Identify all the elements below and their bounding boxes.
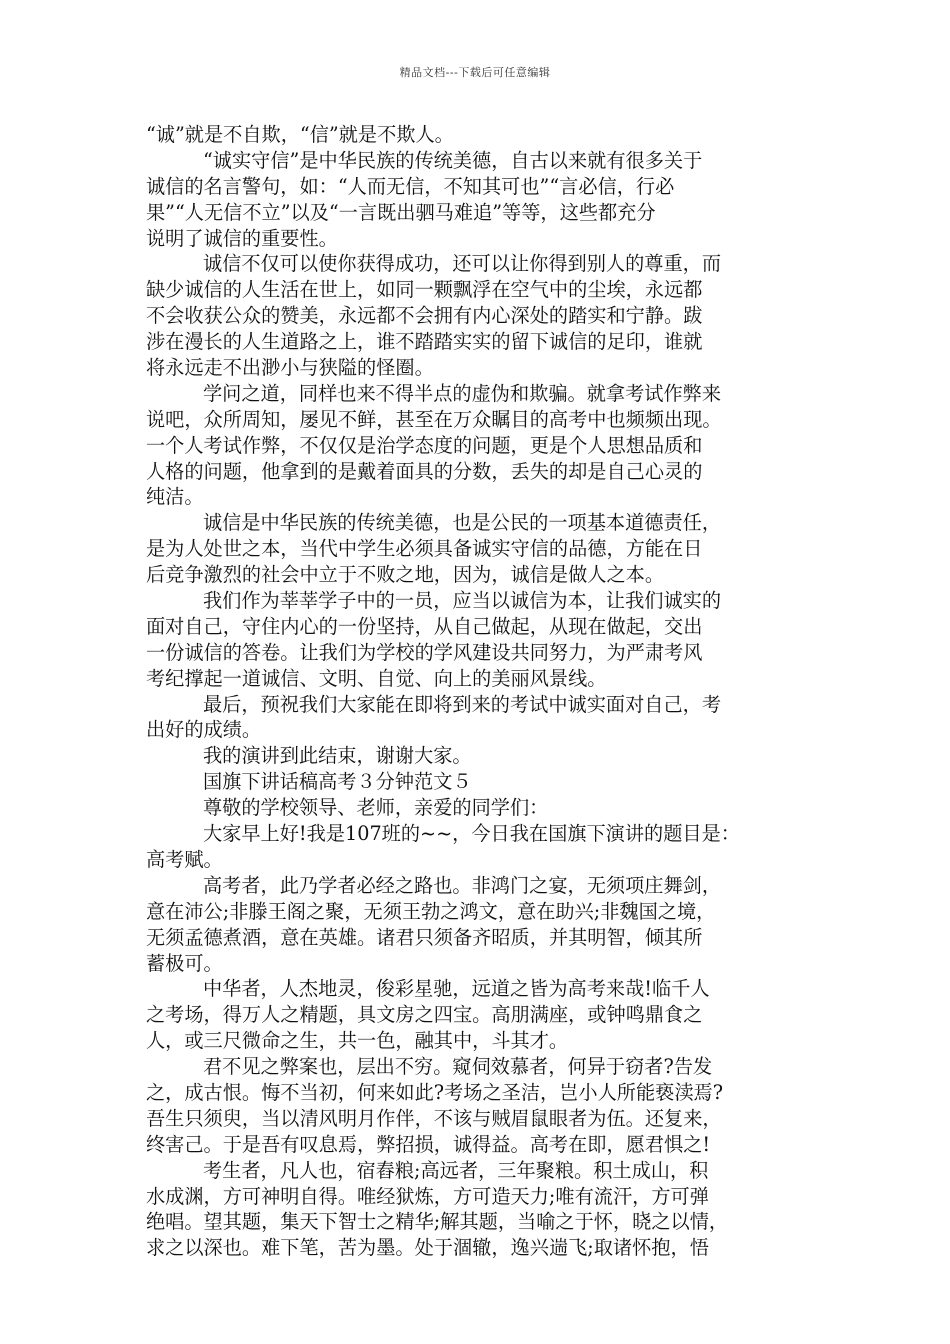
text-line: 之考场，得万人之精题，具文房之四宝。高朋满座，或钟鸣鼎食之 <box>146 1003 703 1027</box>
text-line: 后竞争激烈的社会中立于不败之地，因为，诚信是做人之本。 <box>146 563 665 587</box>
text-line: 意在沛公;非滕王阁之聚，无须王勃之鸿文，意在助兴;非魏国之境， <box>146 899 716 923</box>
text-line: 面对自己，守住内心的一份坚持，从自己做起，从现在做起，交出 <box>146 614 703 638</box>
text-line: 之，成古恨。悔不当初，何来如此?考场之圣洁，岂小人所能亵渎焉? <box>146 1080 724 1104</box>
text-line: 诚信的名言警句，如：“人而无信，不知其可也”“言必信，行必 <box>146 174 675 198</box>
text-line: 考纪撑起一道诚信、文明、自觉、向上的美丽风景线。 <box>146 666 607 690</box>
text-line: 尊敬的学校领导、老师，亲爱的同学们： <box>203 796 549 820</box>
text-line: 将永远走不出渺小与狭隘的怪圈。 <box>146 356 434 380</box>
text-line: 高考者，此乃学者必经之路也。非鸿门之宴，无须项庄舞剑， <box>203 873 722 897</box>
document-body <box>146 122 810 1261</box>
text-line: 不会收获公众的赞美，永远都不会拥有内心深处的踏实和宁静。跋 <box>146 304 703 328</box>
text-line: 求之以深也。难下笔，苦为墨。处于涸辙，逸兴遄飞;取诸怀抱，悟 <box>146 1236 709 1260</box>
text-line: 纯洁。 <box>146 485 204 509</box>
text-line: “诚”就是不自欺，“信”就是不欺人。 <box>146 123 454 146</box>
text-line: 中华者，人杰地灵，俊彩星驰，远道之皆为高考来哉!临千人 <box>203 977 710 1001</box>
text-line: 君不见之弊案也，层出不穷。窥伺效慕者，何异于窃者?告发 <box>203 1055 713 1079</box>
text-line: 诚信不仅可以使你获得成功，还可以让你得到别人的尊重，而 <box>203 252 722 276</box>
text-line: 说明了诚信的重要性。 <box>146 226 338 250</box>
text-line: 绝唱。望其题，集天下智士之精华;解其题，当喻之于怀，晓之以情， <box>146 1210 729 1234</box>
text-line: 吾生只须臾，当以清风明月作伴，不该与贼眉鼠眼者为伍。还复来， <box>146 1106 722 1130</box>
text-line: 我的演讲到此结束，谢谢大家。 <box>203 744 472 768</box>
text-line: 考生者，凡人也，宿舂粮;高远者，三年聚粮。积土成山，积 <box>203 1158 709 1182</box>
text-line: 人，或三尺微命之生，共一色，融其中，斗其才。 <box>146 1029 569 1053</box>
text-line: 国旗下讲话稿高考３分钟范文５ <box>203 770 472 794</box>
text-line: 蓄极可。 <box>146 951 223 975</box>
text-line: 涉在漫长的人生道路之上，谁不踏踏实实的留下诚信的足印，谁就 <box>146 330 703 354</box>
text-line: 高考赋。 <box>146 847 223 871</box>
text-line: 最后，预祝我们大家能在即将到来的考试中诚实面对自己，考 <box>203 692 722 716</box>
text-line: 是为人处世之本，当代中学生必须具备诚实守信的品德，方能在日 <box>146 537 703 561</box>
text-line: 诚信是中华民族的传统美德，也是公民的一项基本道德责任， <box>203 511 722 535</box>
text-line: 一份诚信的答卷。让我们为学校的学风建设共同努力，为严肃考风 <box>146 640 703 664</box>
text-line: 果”“人无信不立”以及“一言既出驷马难追”等等，这些都充分 <box>146 200 656 224</box>
text-line: 出好的成绩。 <box>146 718 262 742</box>
text-line: 水成渊，方可神明自得。唯经狱炼，方可造天力;唯有流汗，方可弹 <box>146 1184 709 1208</box>
text-line: 学问之道，同样也来不得半点的虚伪和欺骗。就拿考试作弊来 <box>203 381 722 405</box>
text-line: 人格的问题，他拿到的是戴着面具的分数，丢失的却是自己心灵的 <box>146 459 703 483</box>
text-line: 缺少诚信的人生活在世上，如同一颗飘浮在空气中的尘埃，永远都 <box>146 278 703 302</box>
text-line: 我们作为莘莘学子中的一员，应当以诚信为本，让我们诚实的 <box>203 589 722 613</box>
text-line: 无须孟德煮酒，意在英雄。诸君只须备齐昭质，并其明智，倾其所 <box>146 925 703 949</box>
text-line: 一个人考试作弊，不仅仅是治学态度的问题，更是个人思想品质和 <box>146 433 703 457</box>
text-line: 大家早上好!我是107班的~~，今日我在国旗下演讲的题目是： <box>203 822 740 846</box>
text-line: 终害己。于是吾有叹息焉，弊招损，诚得益。高考在即，愿君惧之! <box>146 1132 711 1156</box>
text-line: “诚实守信”是中华民族的传统美德，自古以来就有很多关于 <box>203 148 703 172</box>
text-line: 说吧，众所周知，屡见不鲜，甚至在万众瞩目的高考中也频频出现。 <box>146 407 722 431</box>
page-header: 精品文档---下载后可任意编辑 <box>399 66 551 79</box>
